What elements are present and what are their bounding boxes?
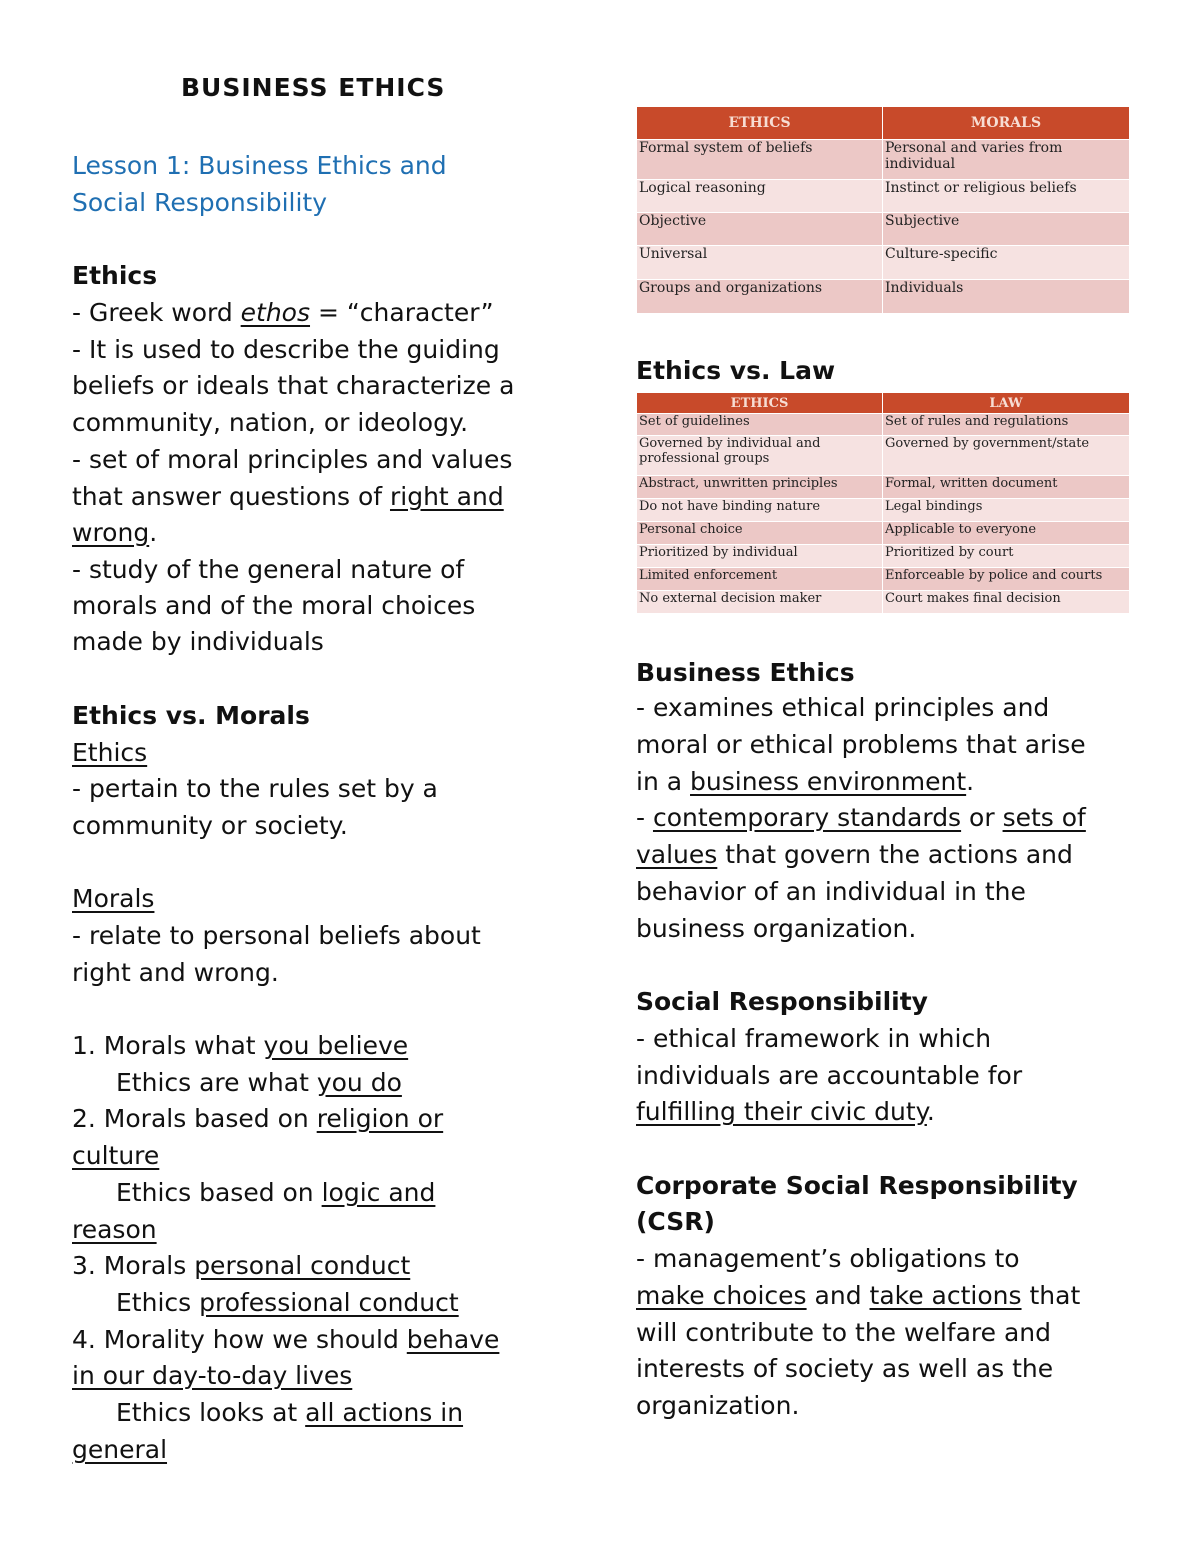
morals-subheading: Morals <box>72 884 155 913</box>
ethos-word: ethos <box>240 298 311 327</box>
table-cell: Groups and organizations <box>637 280 883 314</box>
comparison-item <box>72 1285 459 1321</box>
business-ethics-line <box>636 764 974 800</box>
ethics-def-line: morals and of the moral choices <box>72 591 476 620</box>
table-cell: Limited enforcement <box>637 568 883 591</box>
csr-line: organization. <box>636 1391 800 1420</box>
comparison-item <box>72 1212 157 1248</box>
underlined-text: behave <box>406 1325 500 1354</box>
social-responsibility-line: - ethical framework in which <box>636 1024 992 1053</box>
ethics-morals-table <box>636 106 1130 314</box>
table-row <box>637 591 1130 614</box>
social-responsibility-line <box>636 1094 935 1130</box>
underlined-text: sets of <box>1002 803 1086 832</box>
ethics-def-line: - It is used to describe the guiding <box>72 335 500 364</box>
table-cell: Governed by individual and professional groups <box>637 436 883 476</box>
table-cell: Culture-specific <box>883 246 1130 280</box>
table-cell: Objective <box>637 213 883 246</box>
table-header-row <box>637 107 1130 140</box>
underlined-text: take actions <box>869 1281 1022 1310</box>
lesson-title-line2: Social Responsibility <box>72 188 328 217</box>
underlined-text: right and <box>389 482 504 511</box>
table-cell: Do not have binding nature <box>637 499 883 522</box>
underlined-text: professional conduct <box>199 1288 459 1317</box>
underlined-text: contemporary standards <box>652 803 962 832</box>
social-responsibility-heading: Social Responsibility <box>636 987 928 1016</box>
comparison-item <box>72 1358 352 1394</box>
table-cell: Governed by government/state <box>883 436 1130 476</box>
table-row <box>637 246 1130 280</box>
table-cell: Personal and varies from individual <box>883 140 1130 180</box>
table-cell: No external decision maker <box>637 591 883 614</box>
ethics-vs-law-heading: Ethics vs. Law <box>636 356 836 385</box>
table-row <box>637 213 1130 246</box>
ethics-def-line <box>72 479 504 515</box>
business-ethics-line: moral or ethical problems that arise <box>636 730 1086 759</box>
table-cell: Legal bindings <box>883 499 1130 522</box>
ethics-def-line: made by individuals <box>72 627 324 656</box>
business-ethics-line <box>636 800 1086 836</box>
text: - Greek word <box>72 298 241 327</box>
ethics-desc-line: - pertain to the rules set by a <box>72 774 438 803</box>
underlined-text: personal conduct <box>194 1251 411 1280</box>
underlined-text: logic and <box>321 1178 436 1207</box>
text: Ethics based on <box>116 1178 322 1207</box>
underlined-text: make choices <box>636 1281 807 1310</box>
table-header-row <box>637 393 1130 414</box>
text: Ethics are what <box>116 1068 317 1097</box>
underlined-text: you believe <box>263 1031 409 1060</box>
text: and <box>806 1281 870 1310</box>
social-responsibility-line: individuals are accountable for <box>636 1061 1023 1090</box>
business-ethics-line: business organization. <box>636 914 917 943</box>
comparison-item <box>72 1432 167 1468</box>
table-cell: Individuals <box>883 280 1130 314</box>
underlined-text: general <box>72 1435 168 1464</box>
table-cell: Set of guidelines <box>637 414 883 436</box>
table-row <box>637 568 1130 591</box>
table-cell: Logical reasoning <box>637 180 883 213</box>
ethics-greek-line <box>72 295 494 331</box>
ethics-def-line: - study of the general nature of <box>72 555 465 584</box>
ethics-def-line: beliefs or ideals that characterize a <box>72 371 515 400</box>
text: . <box>926 1097 935 1126</box>
text: that govern the actions and <box>717 840 1073 869</box>
underlined-text: in our day-to-day lives <box>72 1361 353 1390</box>
table-row <box>637 476 1130 499</box>
underlined-text: religion or <box>316 1104 444 1133</box>
table-row <box>637 499 1130 522</box>
morals-desc-line: - relate to personal beliefs about <box>72 921 481 950</box>
ethics-def-line: - set of moral principles and values <box>72 445 513 474</box>
table-header-cell: LAW <box>883 393 1130 414</box>
business-ethics-line <box>636 837 1073 873</box>
underlined-text: culture <box>72 1141 160 1170</box>
csr-line: will contribute to the welfare and <box>636 1318 1051 1347</box>
comparison-item <box>72 1395 463 1431</box>
text: or <box>961 803 1003 832</box>
ethics-vs-morals-heading: Ethics vs. Morals <box>72 701 310 730</box>
business-ethics-line: behavior of an individual in the <box>636 877 1026 906</box>
table-cell: Prioritized by court <box>883 545 1130 568</box>
underlined-text: all actions in <box>305 1398 464 1427</box>
csr-heading-abbr: (CSR) <box>636 1207 715 1236</box>
text: 3. Morals <box>72 1251 195 1280</box>
table-cell: Universal <box>637 246 883 280</box>
table-cell: Formal, written document <box>883 476 1130 499</box>
text: Ethics looks at <box>116 1398 306 1427</box>
comparison-item <box>72 1028 408 1064</box>
table-cell: Subjective <box>883 213 1130 246</box>
page-title: BUSINESS ETHICS <box>181 73 446 102</box>
text: . <box>966 767 975 796</box>
ethics-subheading: Ethics <box>72 738 148 767</box>
text: that answer questions of <box>72 482 390 511</box>
table-row <box>637 180 1130 213</box>
underlined-text: you do <box>316 1068 402 1097</box>
table-row <box>637 280 1130 314</box>
text: in a <box>636 767 691 796</box>
ethics-desc-line: community or society. <box>72 811 348 840</box>
business-ethics-heading: Business Ethics <box>636 658 855 687</box>
comparison-item <box>72 1065 402 1101</box>
ethics-def-line <box>72 515 157 551</box>
text: 4. Morality how we should <box>72 1325 407 1354</box>
comparison-item <box>72 1175 435 1211</box>
table-cell: Set of rules and regulations <box>883 414 1130 436</box>
comparison-item <box>72 1322 499 1358</box>
csr-heading: Corporate Social Responsibility <box>636 1171 1078 1200</box>
business-ethics-line: - examines ethical principles and <box>636 693 1050 722</box>
text: = “character” <box>310 298 494 327</box>
table-cell: Prioritized by individual <box>637 545 883 568</box>
table-row <box>637 522 1130 545</box>
csr-line: interests of society as well as the <box>636 1354 1054 1383</box>
table-row <box>637 414 1130 436</box>
underlined-text: reason <box>72 1215 157 1244</box>
underlined-text: fulfilling their civic duty <box>636 1097 927 1126</box>
table-row <box>637 140 1130 180</box>
lesson-title-line1: Lesson 1: Business Ethics and <box>72 151 447 180</box>
table-header-cell: ETHICS <box>637 393 883 414</box>
csr-line: - management’s obligations to <box>636 1244 1020 1273</box>
underlined-text: business environment <box>690 767 967 796</box>
text: Ethics <box>116 1288 200 1317</box>
table-cell: Instinct or religious beliefs <box>883 180 1130 213</box>
ethics-heading: Ethics <box>72 261 158 290</box>
text: 1. Morals what <box>72 1031 264 1060</box>
underlined-text: values <box>636 840 718 869</box>
text: that <box>1021 1281 1081 1310</box>
comparison-item <box>72 1248 410 1284</box>
ethics-def-line: community, nation, or ideology. <box>72 408 469 437</box>
table-header-cell: ETHICS <box>637 107 883 140</box>
table-header-cell: MORALS <box>883 107 1130 140</box>
csr-line <box>636 1278 1080 1314</box>
table-cell: Personal choice <box>637 522 883 545</box>
table-row <box>637 436 1130 476</box>
text: . <box>149 518 158 547</box>
table-cell: Applicable to everyone <box>883 522 1130 545</box>
comparison-item <box>72 1138 159 1174</box>
morals-desc-line: right and wrong. <box>72 958 279 987</box>
underlined-text: wrong <box>72 518 150 547</box>
table-row <box>637 545 1130 568</box>
table-cell: Court makes final decision <box>883 591 1130 614</box>
table-cell: Abstract, unwritten principles <box>637 476 883 499</box>
text: 2. Morals based on <box>72 1104 317 1133</box>
comparison-item <box>72 1101 443 1137</box>
table-cell: Enforceable by police and courts <box>883 568 1130 591</box>
table-cell: Formal system of beliefs <box>637 140 883 180</box>
text: - <box>636 803 653 832</box>
ethics-law-table <box>636 392 1130 614</box>
